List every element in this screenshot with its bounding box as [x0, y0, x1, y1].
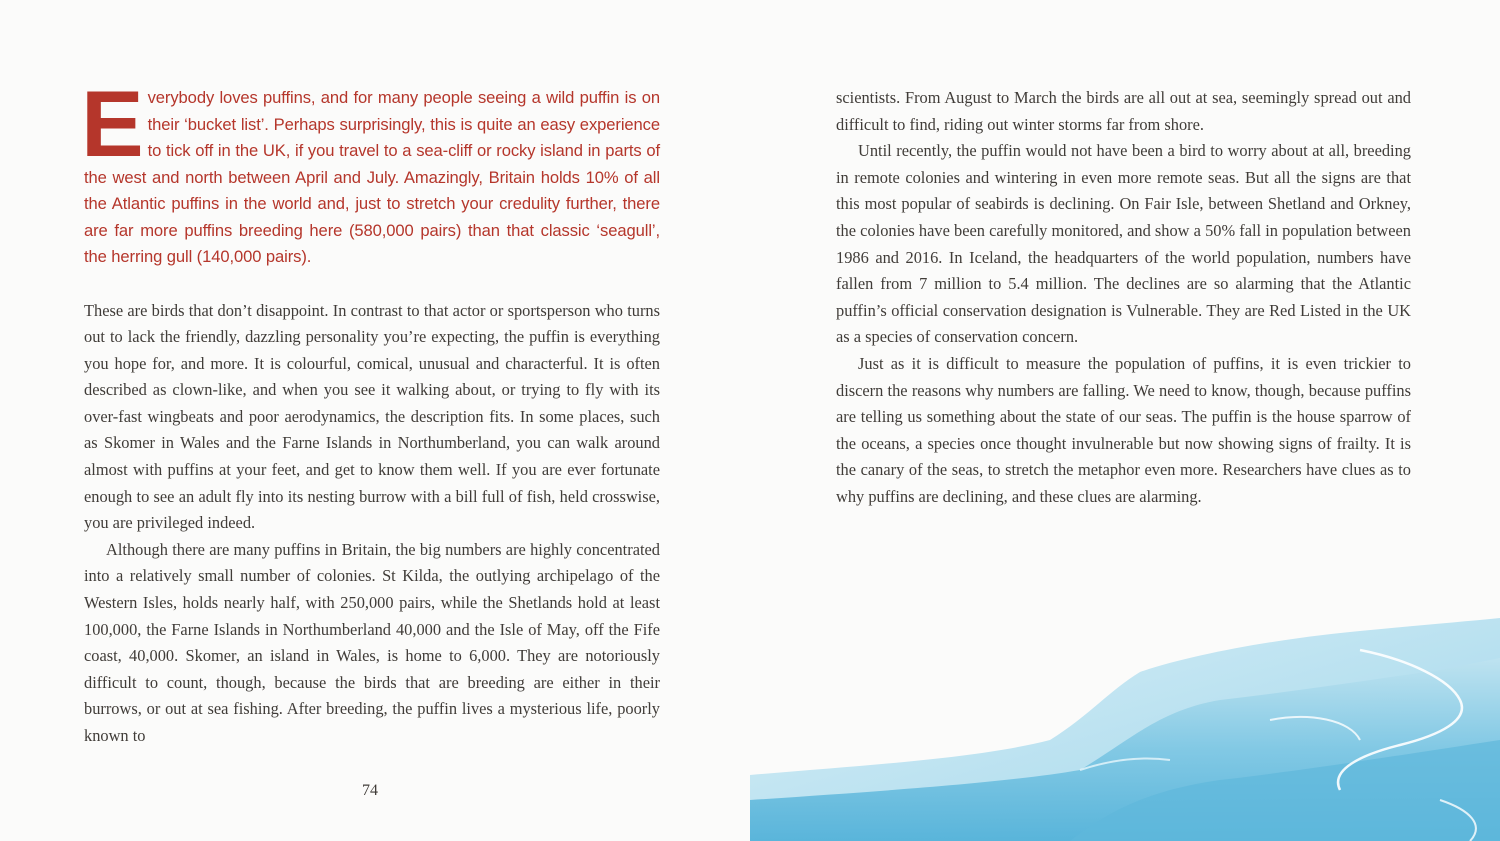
drop-cap: E — [81, 71, 144, 176]
right-text-column — [836, 85, 1411, 511]
body-paragraph-4: Until recently, the puffin would not have been a bird to worry about at all, breeding in remote colonies and wintering in even more remote seas. But all the signs are that this most popular of seabirds is declining. On Fair Isle, between Shetland and Orkney, the colonies have been carefully monitored, and show a 50% fall in population between 1986 and 2016. In Iceland, the headquarters of the world population, numbers have fallen from 7 million to 5.4 million. The declines are so alarming that the Atlantic puffin’s official conservation designation is Vulnerable. They are Red Listed in the UK as a species of conservation concern. — [836, 141, 1411, 347]
intro-paragraph — [81, 71, 660, 271]
left-text-column — [81, 71, 660, 750]
page-number: 74 — [362, 782, 378, 799]
body-paragraph-3: scientists. From August to March the birds are all out at sea, seemingly spread out and difficult to find, riding out winter storms far from shore. — [836, 88, 1411, 134]
intro-text: verybody loves puffins, and for many people seeing a wild puffin is on their ‘bucket list’. Perhaps surprisingly, this is quite an easy experience to tick off in the UK, if you travel to a sea-cliff or rocky island in parts of the west and north between April and July. Amazingly, Britain holds 10% of all the Atlantic puffins in the world and, just to stretch your credulity further, there are far more puffins breeding here (580,000 pairs) than that classic ‘seagull’, the herring gull (140,000 pairs). — [84, 88, 660, 266]
body-paragraph-5: Just as it is difficult to measure the population of puffins, it is even trickier to discern the reasons why numbers are falling. We need to know, though, because puffins are telling us something about the state of our seas. The puffin is the house sparrow of the oceans, a species once thought invulnerable but now showing signs of frailty. It is the canary of the seas, to stretch the metaphor even more. Researchers have clues as to why puffins are declining, and these clues are alarming. — [836, 353, 1411, 506]
body-paragraph-2: Although there are many puffins in Britain, the big numbers are highly concentrated into a relatively small number of colonies. St Kilda, the outlying archipelago of the Western Isles, holds nearly half, with 250,000 pairs, while the Shetlands hold at least 100,000, the Farne Islands in Northumberland 40,000 and the Isle of May, off the Fife coast, 40,000. Skomer, an island in Wales, is home to 6,000. They are notoriously difficult to count, though, because the birds that are breeding are either in their burrows, or out at sea fishing. After breeding, the puffin lives a mysterious life, poorly known to — [84, 539, 660, 745]
right-page — [750, 0, 1500, 841]
body-paragraph-1: These are birds that don’t disappoint. In contrast to that actor or sportsperson who turns out to lack the friendly, dazzling personality you’re expecting, the puffin is everything you hope for, and more. It is colourful, comical, unusual and characterful. It is often described as clown-like, and when you see it walking about, or trying to fly with its over-fast wingbeats and poor aerodynamics, the description fits. In some places, such as Skomer in Wales and the Farne Islands in Northumberland, you can walk around almost with puffins at your feet, and get to know them well. If you are ever fortunate enough to see an adult fly into its nesting burrow with a bill full of fish, held crosswise, you are privileged indeed. — [84, 300, 660, 533]
